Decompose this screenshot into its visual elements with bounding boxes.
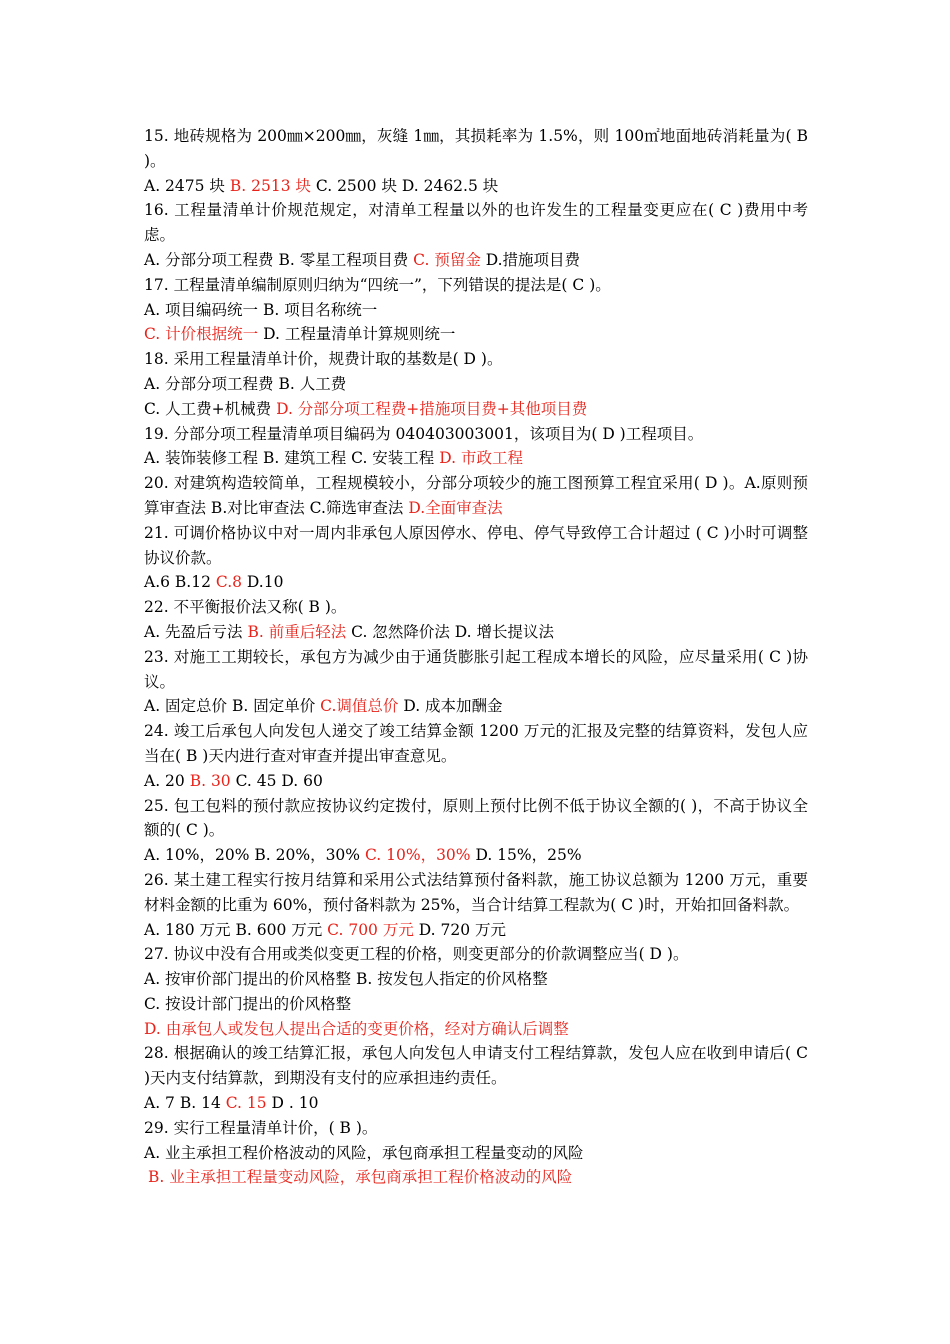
options-line [144,992,808,1017]
option-text: A. 按审价部门提出的价风格整 B. 按发包人指定的价风格整 [144,970,548,989]
question-text: 24. 竣工后承包人向发包人递交了竣工结算金额 1200 万元的汇报及完整的结算资料，发包人应当在( B )天内进行查对审查并提出审查意见。 [144,722,808,765]
option-text: A. 分部分项工程费 B. 人工费 [144,374,347,393]
option-text: A. 2475 块 [144,176,230,195]
question-text: 26. 某土建工程实行按月结算和采用公式法结算预付备料款，施工协议总额为 1200 万元，重要材料金额的比重为 60%，预付备料款为 25%，当合计结算工程款为( C )时，开始扣回备料款。 [144,870,808,914]
options-line [144,620,808,645]
option-text: C. 2500 块 D. 2462.5 块 [310,176,499,195]
option-text: D . 10 [266,1094,319,1113]
correct-answer: C. 预留金 [413,250,481,269]
options-line [144,372,808,397]
document-body [144,124,808,1190]
question-text: 18. 采用工程量清单计价，规费计取的基数是( D )。 [144,350,503,369]
correct-answer: C.调值总价 [320,697,399,716]
question-text: 16. 工程量清单计价规范规定，对清单工程量以外的也许发生的工程量变更应在( C )费用中考虑。 [144,201,808,245]
option-text: A.6 B.12 [144,573,216,592]
options-line [144,570,808,595]
option-text: A. 业主承担工程价格波动的风险，承包商承担工程量变动的风险 [144,1143,584,1162]
option-text: A. 固定总价 B. 固定单价 [144,697,321,716]
question-text: 21. 可调价格协议中对一周内非承包人原因停水、停电、停气导致停工合计超过 ( C )小时可调整协议价款。 [144,523,808,567]
options-line [144,967,808,992]
options-line [144,918,808,943]
correct-answer: D. 分部分项工程费+措施项目费+其他项目费 [276,399,588,418]
correct-answer: B. 30 [189,771,231,790]
options-line [144,769,808,794]
options-line [144,1017,808,1042]
options-line [144,1091,808,1116]
options-line [144,1165,808,1190]
correct-answer: C.8 [215,573,242,592]
option-text: D.措施项目费 [480,250,581,269]
option-text: A. 180 万元 B. 600 万元 [144,920,328,939]
option-text: D. 15%，25% [470,846,582,865]
correct-answer: C. 10%，30% [364,846,471,865]
option-text: C. 人工费+机械费 [144,399,277,418]
correct-answer: C. 700 万元 [327,920,414,939]
option-text: A. 10%，20% B. 20%，30% [144,846,365,865]
options-line [144,174,808,199]
option-text: D. 成本加酬金 [398,697,503,716]
correct-answer: C. 计价根据统一 [144,325,259,344]
option-text: A. 项目编码统一 B. 项目名称统一 [144,300,378,319]
question-text: 28. 根据确认的竣工结算汇报，承包人向发包人申请支付工程结算款，发包人应在收到申请后( C )天内支付结算款，到期没有支付的应承担违约责任。 [144,1044,808,1088]
options-line [144,446,808,471]
question-text: 15. 地砖规格为 200㎜×200㎜，灰缝 1㎜，其损耗率为 1.5%，则 100㎡地面地砖消耗量为( B )。 [144,127,808,170]
question-text: 19. 分部分项工程量清单项目编码为 040403003001，该项目为( D )工程项目。 [144,424,704,443]
correct-answer: B. 2513 块 [229,176,311,195]
question-text: 23. 对施工工期较长，承包方为减少由于通货膨胀引起工程成本增长的风险，应尽量采用( C )协议。 [144,647,808,691]
question-text: 29. 实行工程量清单计价，( B )。 [144,1118,378,1137]
option-text: C. 45 D. 60 [230,771,323,790]
options-line [144,298,808,323]
correct-answer: B. 业主承担工程量变动风险，承包商承担工程价格波动的风险 [148,1168,573,1187]
question-text: 22. 不平衡报价法又称( B )。 [144,598,347,617]
correct-answer: D.全面审查法 [408,498,503,517]
options-line [144,322,808,347]
option-text: D.10 [242,573,284,592]
option-text: A. 20 [144,771,190,790]
option-text: D. 工程量清单计算规则统一 [258,325,456,344]
question-text: 25. 包工包料的预付款应按协议约定拨付，原则上预付比例不低于协议全额的( )，不高于协议全额的( C )。 [144,796,808,840]
options-line [144,694,808,719]
correct-answer: C. 15 [225,1094,267,1113]
question-text: 20. 对建筑构造较简单，工程规模较小，分部分项较少的施工图预算工程宜采用( D )。A.原则预算审查法 B.对比审查法 C.筛选审查法 D.全面审查法 [144,474,808,517]
option-text: A. 分部分项工程费 B. 零星工程项目费 [144,250,414,269]
option-text: D. 720 万元 [413,920,507,939]
correct-answer: D. 市政工程 [439,449,523,468]
option-text: A. 7 B. 14 [144,1094,226,1113]
option-text: C. 按设计部门提出的价风格整 [144,994,352,1013]
options-line [144,843,808,868]
option-text: A. 先盈后亏法 [144,622,248,641]
options-line [144,1141,808,1166]
question-text: 17. 工程量清单编制原则归纳为“四统一”，下列错误的提法是( C )。 [144,275,611,294]
options-line [144,248,808,273]
option-text: A. 装饰装修工程 B. 建筑工程 C. 安装工程 [144,449,440,468]
correct-answer: B. 前重后轻法 [247,622,347,641]
question-text: 27. 协议中没有合用或类似变更工程的价格，则变更部分的价款调整应当( D )。 [144,945,689,964]
correct-answer: D. 由承包人或发包人提出合适的变更价格，经对方确认后调整 [144,1019,569,1038]
option-text: C. 忽然降价法 D. 增长提议法 [346,622,554,641]
options-line [144,397,808,422]
